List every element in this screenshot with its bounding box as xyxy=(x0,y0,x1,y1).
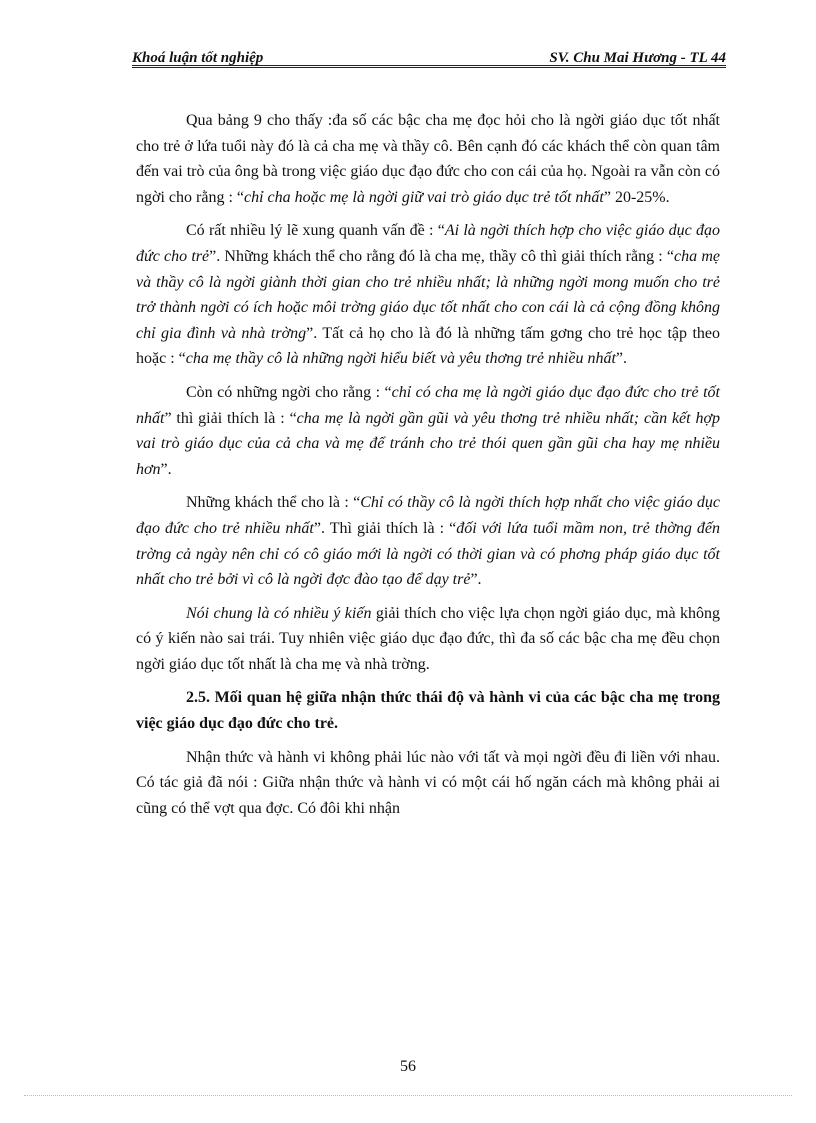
quote: đối với lứa tuổi mầm non, trẻ thờng đến trờng cả ngày nên chỉ có cô giáo mới là ngời có thời gian và có phơng pháp giáo dục tốt nhất cho trẻ bởi vì cô là ngời đợc đào tạo để dạy trẻ xyxy=(136,519,721,589)
quote: Chỉ có thầy cô là ngời thích hợp nhất cho việc giáo dục đạo đức cho trẻ nhiều nhất xyxy=(136,494,721,537)
quote: cha mẹ là ngời gần gũi và yêu thơng trẻ nhiều nhất; cần kết hợp vai trò giáo dục của cả cha và mẹ để tránh cho trẻ thói quen gần gũi cha hay mẹ nhiều hơn xyxy=(136,409,720,478)
paragraph-6: Nhận thức và hành vi không phải lúc nào với tất và mọi ngời đều đi liền với nhau. Có tác giả đã nói : Giữa nhận thức và hành vi có một cái hố ngăn cách mà không phải ai cũng có thể vợt qua đợc. Có đôi khi nhận xyxy=(136,748,720,817)
header-thesis-title: Khoá luận tốt nghiệp xyxy=(132,50,264,66)
paragraph-5 xyxy=(136,601,720,678)
header-author: SV. Chu Mai Hương - TL 44 xyxy=(549,50,726,66)
text: Những khách thể cho là : “ xyxy=(186,494,361,512)
quote: chỉ cha hoặc mẹ là ngời giữ vai trò giáo dục trẻ tốt nhất xyxy=(243,188,604,206)
quote: Ai là ngời thích hợp cho việc giáo dục đạo đức cho trẻ xyxy=(136,222,721,265)
text: ”. Tất cả họ cho là đó là những tấm gơng cho trẻ học tập theo hoặc : “ xyxy=(136,324,721,368)
text: Qua bảng 9 cho thấy :đa số các bậc cha mẹ đọc hỏi cho là ngời giáo dục tốt nhất cho trẻ ở lứa tuổi này đó là cả cha mẹ và thầy cô. Bên cạnh đó các khách thể còn quan tâm đến vai trò của ông bà trong việc giáo dục đạo đức cho con cái của họ. Ngoài ra vẫn còn có ngời cho rằng : “ xyxy=(136,112,720,206)
section-heading: 2.5. Mối quan hệ giữa nhận thức thái độ và hành vi của các bậc cha mẹ trong việc giáo dục đạo đức cho trẻ. xyxy=(136,689,720,733)
text: Còn có những ngời cho rằng : “ xyxy=(186,383,392,401)
paragraph-1 xyxy=(136,108,720,210)
paragraph-2 xyxy=(136,218,720,372)
quote: cha mẹ và thầy cô là ngời giành thời gian cho trẻ nhiều nhất; là những ngời mong muốn cho trẻ trở thành ngời có ích hoặc môi trờng giáo dục tốt nhất cho con cái là cả cộng đồng không chỉ gia đình và nhà trờng xyxy=(136,247,721,342)
paragraph-3 xyxy=(136,380,720,482)
paragraph-4 xyxy=(136,490,720,592)
emphasis: Nói chung là có nhiều ý kiến xyxy=(186,604,372,622)
text: giải thích cho việc lựa chọn ngời giáo dục, mà không có ý kiến nào sai trái. Tuy nhiên việc giáo dục đạo đức, thì đa số các bậc cha mẹ đều chọn ngời giáo dục tốt nhất là cha mẹ và nhà trờng. xyxy=(136,604,721,673)
text: ” 20-25%. xyxy=(603,188,670,206)
text: Có rất nhiều lý lẽ xung quanh vấn đề : “ xyxy=(186,222,445,240)
quote: cha mẹ thầy cô là những ngời hiểu biết và yêu thơng trẻ nhiều nhất xyxy=(185,350,616,368)
text: ”. xyxy=(615,350,628,368)
page-number: 56 xyxy=(400,1058,416,1075)
text: ” thì giải thích là : “ xyxy=(164,409,297,427)
header-rule xyxy=(132,65,726,68)
text: ”. Thì giải thích là : “ xyxy=(313,519,457,537)
page-edge xyxy=(24,1095,792,1096)
quote: chỉ có cha mẹ là ngời giáo dục đạo đức cho trẻ tốt nhất xyxy=(136,383,720,427)
document-body xyxy=(136,108,720,829)
text: ”. Những khách thể cho rằng đó là cha mẹ, thầy cô thì giải thích rằng : “ xyxy=(209,247,675,265)
text: ”. xyxy=(470,571,482,589)
text: ”. xyxy=(160,460,172,478)
